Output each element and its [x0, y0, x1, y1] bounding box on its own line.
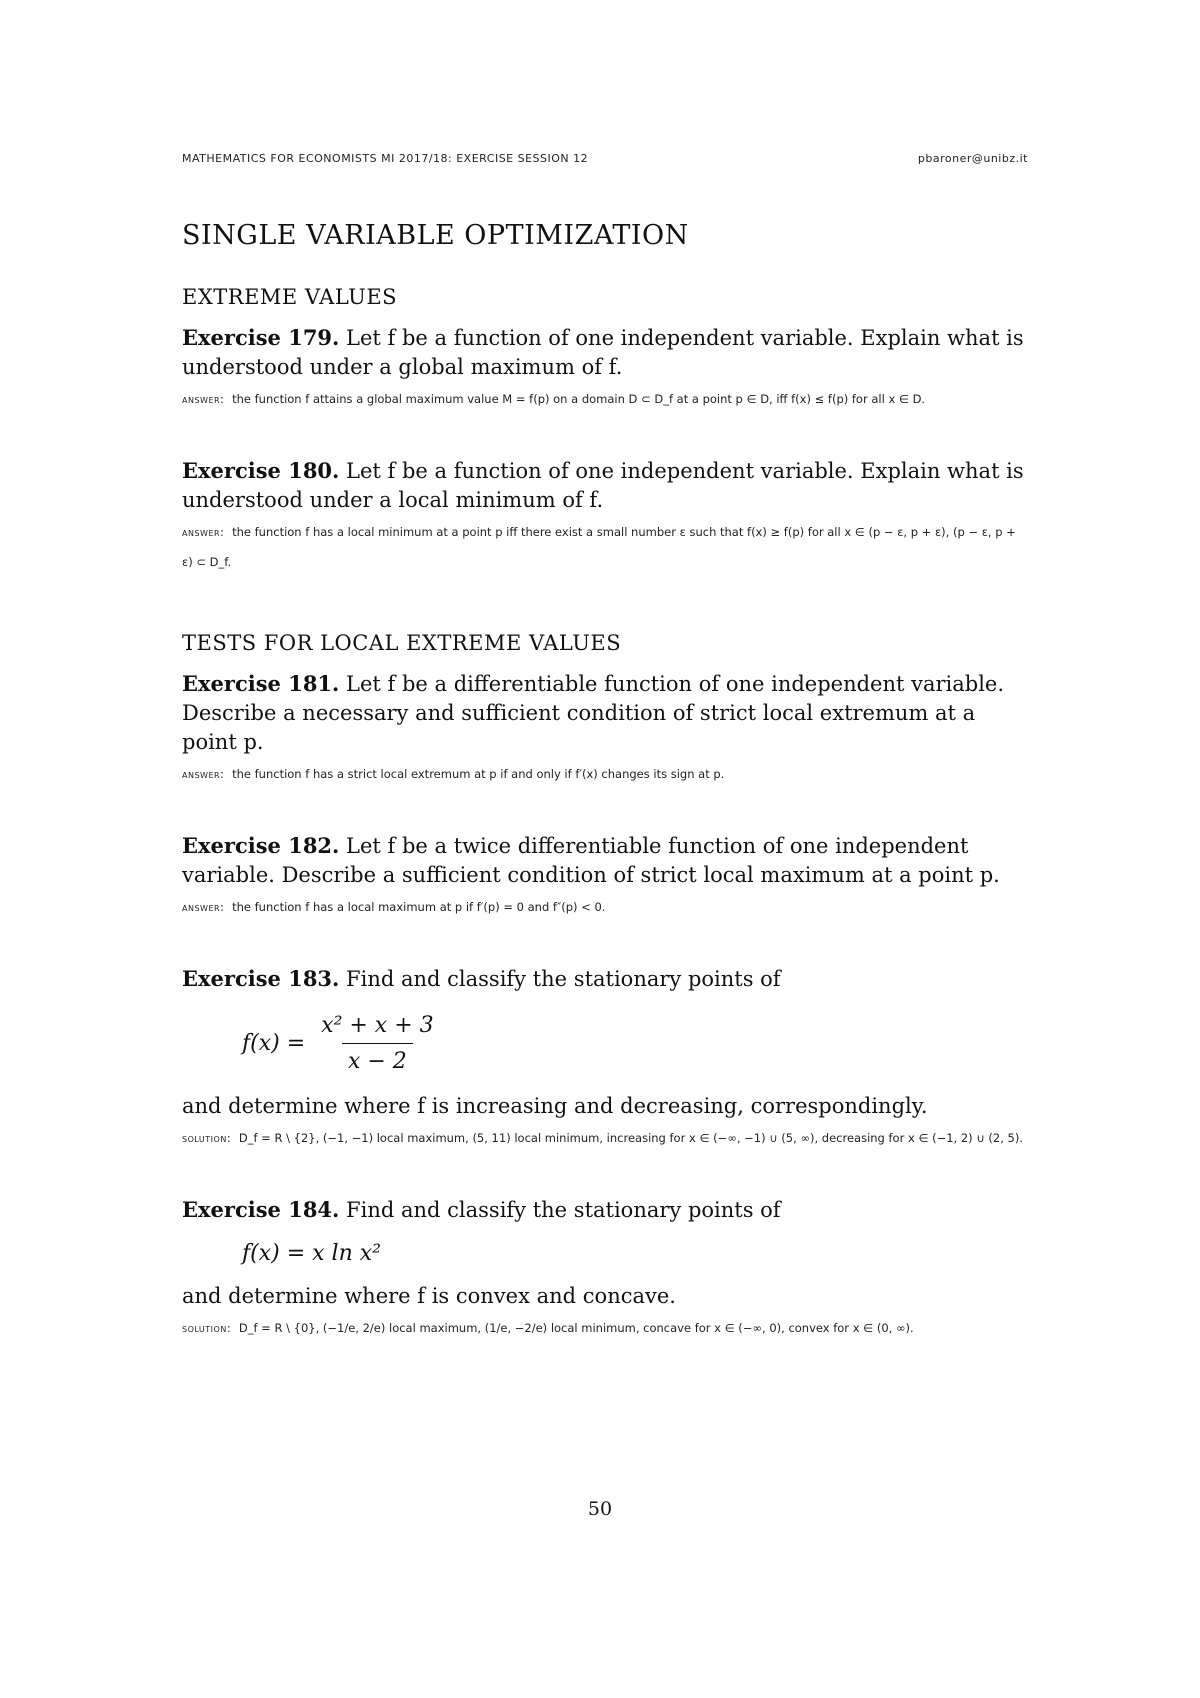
exercise-179: [182, 323, 1028, 414]
exercise-answer: [182, 892, 1028, 922]
exercise-answer: [182, 384, 1028, 414]
fraction-numerator: x² + x + 3: [321, 1012, 434, 1038]
exercise-182: [182, 831, 1028, 922]
exercise-text: Let f be a function of one independent variable. Explain what is understood under a global maximum of f.: [182, 326, 1024, 379]
exercise-answer: [182, 1313, 1028, 1343]
answer-tag: answer:: [182, 900, 225, 914]
exercise-label: Exercise 180.: [182, 458, 340, 483]
exercise-label: Exercise 181.: [182, 671, 340, 696]
exercise-text-after: and determine where f is convex and concave.: [182, 1284, 676, 1308]
exercise-text: Let f be a twice differentiable function of one independent variable. Describe a sufficient condition of strict local maximum at a point p.: [182, 834, 1000, 887]
exercise-text: Find and classify the stationary points of: [346, 1198, 781, 1222]
exercise-184: [182, 1195, 1028, 1343]
exercise-label: Exercise 179.: [182, 325, 340, 350]
answer-tag: answer:: [182, 767, 225, 781]
exercise-answer: [182, 517, 1028, 577]
formula: f(x) = x ln x²: [242, 1241, 381, 1266]
page-number: 50: [587, 1498, 613, 1520]
exercise-label: Exercise 182.: [182, 833, 340, 858]
answer-tag: answer:: [182, 392, 225, 406]
page-content: [182, 220, 1028, 1343]
answer-text: the function f has a local maximum at p if f′(p) = 0 and f″(p) < 0.: [232, 900, 606, 914]
exercise-label: Exercise 183.: [182, 966, 340, 991]
formula-lhs: f(x) =: [242, 1030, 306, 1056]
exercise-text: Find and classify the stationary points of: [346, 967, 781, 991]
exercise-answer: [182, 759, 1028, 789]
exercise-180: [182, 456, 1028, 577]
answer-text: the function f attains a global maximum value M = f(p) on a domain D ⊂ D_f at a point p ∈ D, iff f(x) ≤ f(p) for all x ∈ D.: [232, 392, 926, 406]
section-title-extreme-values: EXTREME VALUES: [182, 285, 398, 309]
answer-text: D_f = R \ {0}, (−1/e, 2/e) local maximum, (1/e, −2/e) local minimum, concave for x ∈ (−∞, 0), convex for x ∈ (0, ∞).: [238, 1321, 914, 1335]
header-right: pbaroner@unibz.it: [917, 152, 1028, 165]
answer-text: D_f = R \ {2}, (−1, −1) local maximum, (5, 11) local minimum, increasing for x ∈ (−∞, −1) ∪ (5, ∞), decreasing for x ∈ (−1, 2) ∪ (2, 5).: [238, 1131, 1023, 1145]
answer-tag: solution:: [182, 1131, 232, 1145]
header-left: MATHEMATICS FOR ECONOMISTS MI 2017/18: EXERCISE SESSION 12: [182, 152, 589, 165]
exercise-181: [182, 669, 1028, 789]
exercise-label: Exercise 184.: [182, 1197, 340, 1222]
chapter-title: SINGLE VARIABLE OPTIMIZATION: [182, 220, 689, 251]
section-title-tests: TESTS FOR LOCAL EXTREME VALUES: [182, 631, 622, 655]
formula-fraction: [242, 1008, 1028, 1078]
exercise-text: Let f be a differentiable function of one independent variable. Describe a necessary and sufficient condition of strict local extremum at a point p.: [182, 672, 1005, 754]
exercise-text-after: and determine where f is increasing and decreasing, correspondingly.: [182, 1094, 928, 1118]
fraction-denominator: x − 2: [342, 1043, 413, 1076]
running-header: [182, 152, 1028, 165]
exercise-answer: [182, 1123, 1028, 1153]
fraction: [315, 1011, 439, 1076]
answer-tag: answer:: [182, 525, 225, 539]
exercise-183: [182, 964, 1028, 1153]
answer-text: the function f has a strict local extremum at p if and only if f′(x) changes its sign at p.: [232, 767, 725, 781]
answer-tag: solution:: [182, 1321, 232, 1335]
answer-text: the function f has a local minimum at a point p iff there exist a small number ε such that f(x) ≥ f(p) for all x ∈ (p − ε, p + ε), (p − ε, p + ε) ⊂ D_f.: [182, 525, 1016, 569]
exercise-text: Let f be a function of one independent variable. Explain what is understood under a local minimum of f.: [182, 459, 1024, 512]
